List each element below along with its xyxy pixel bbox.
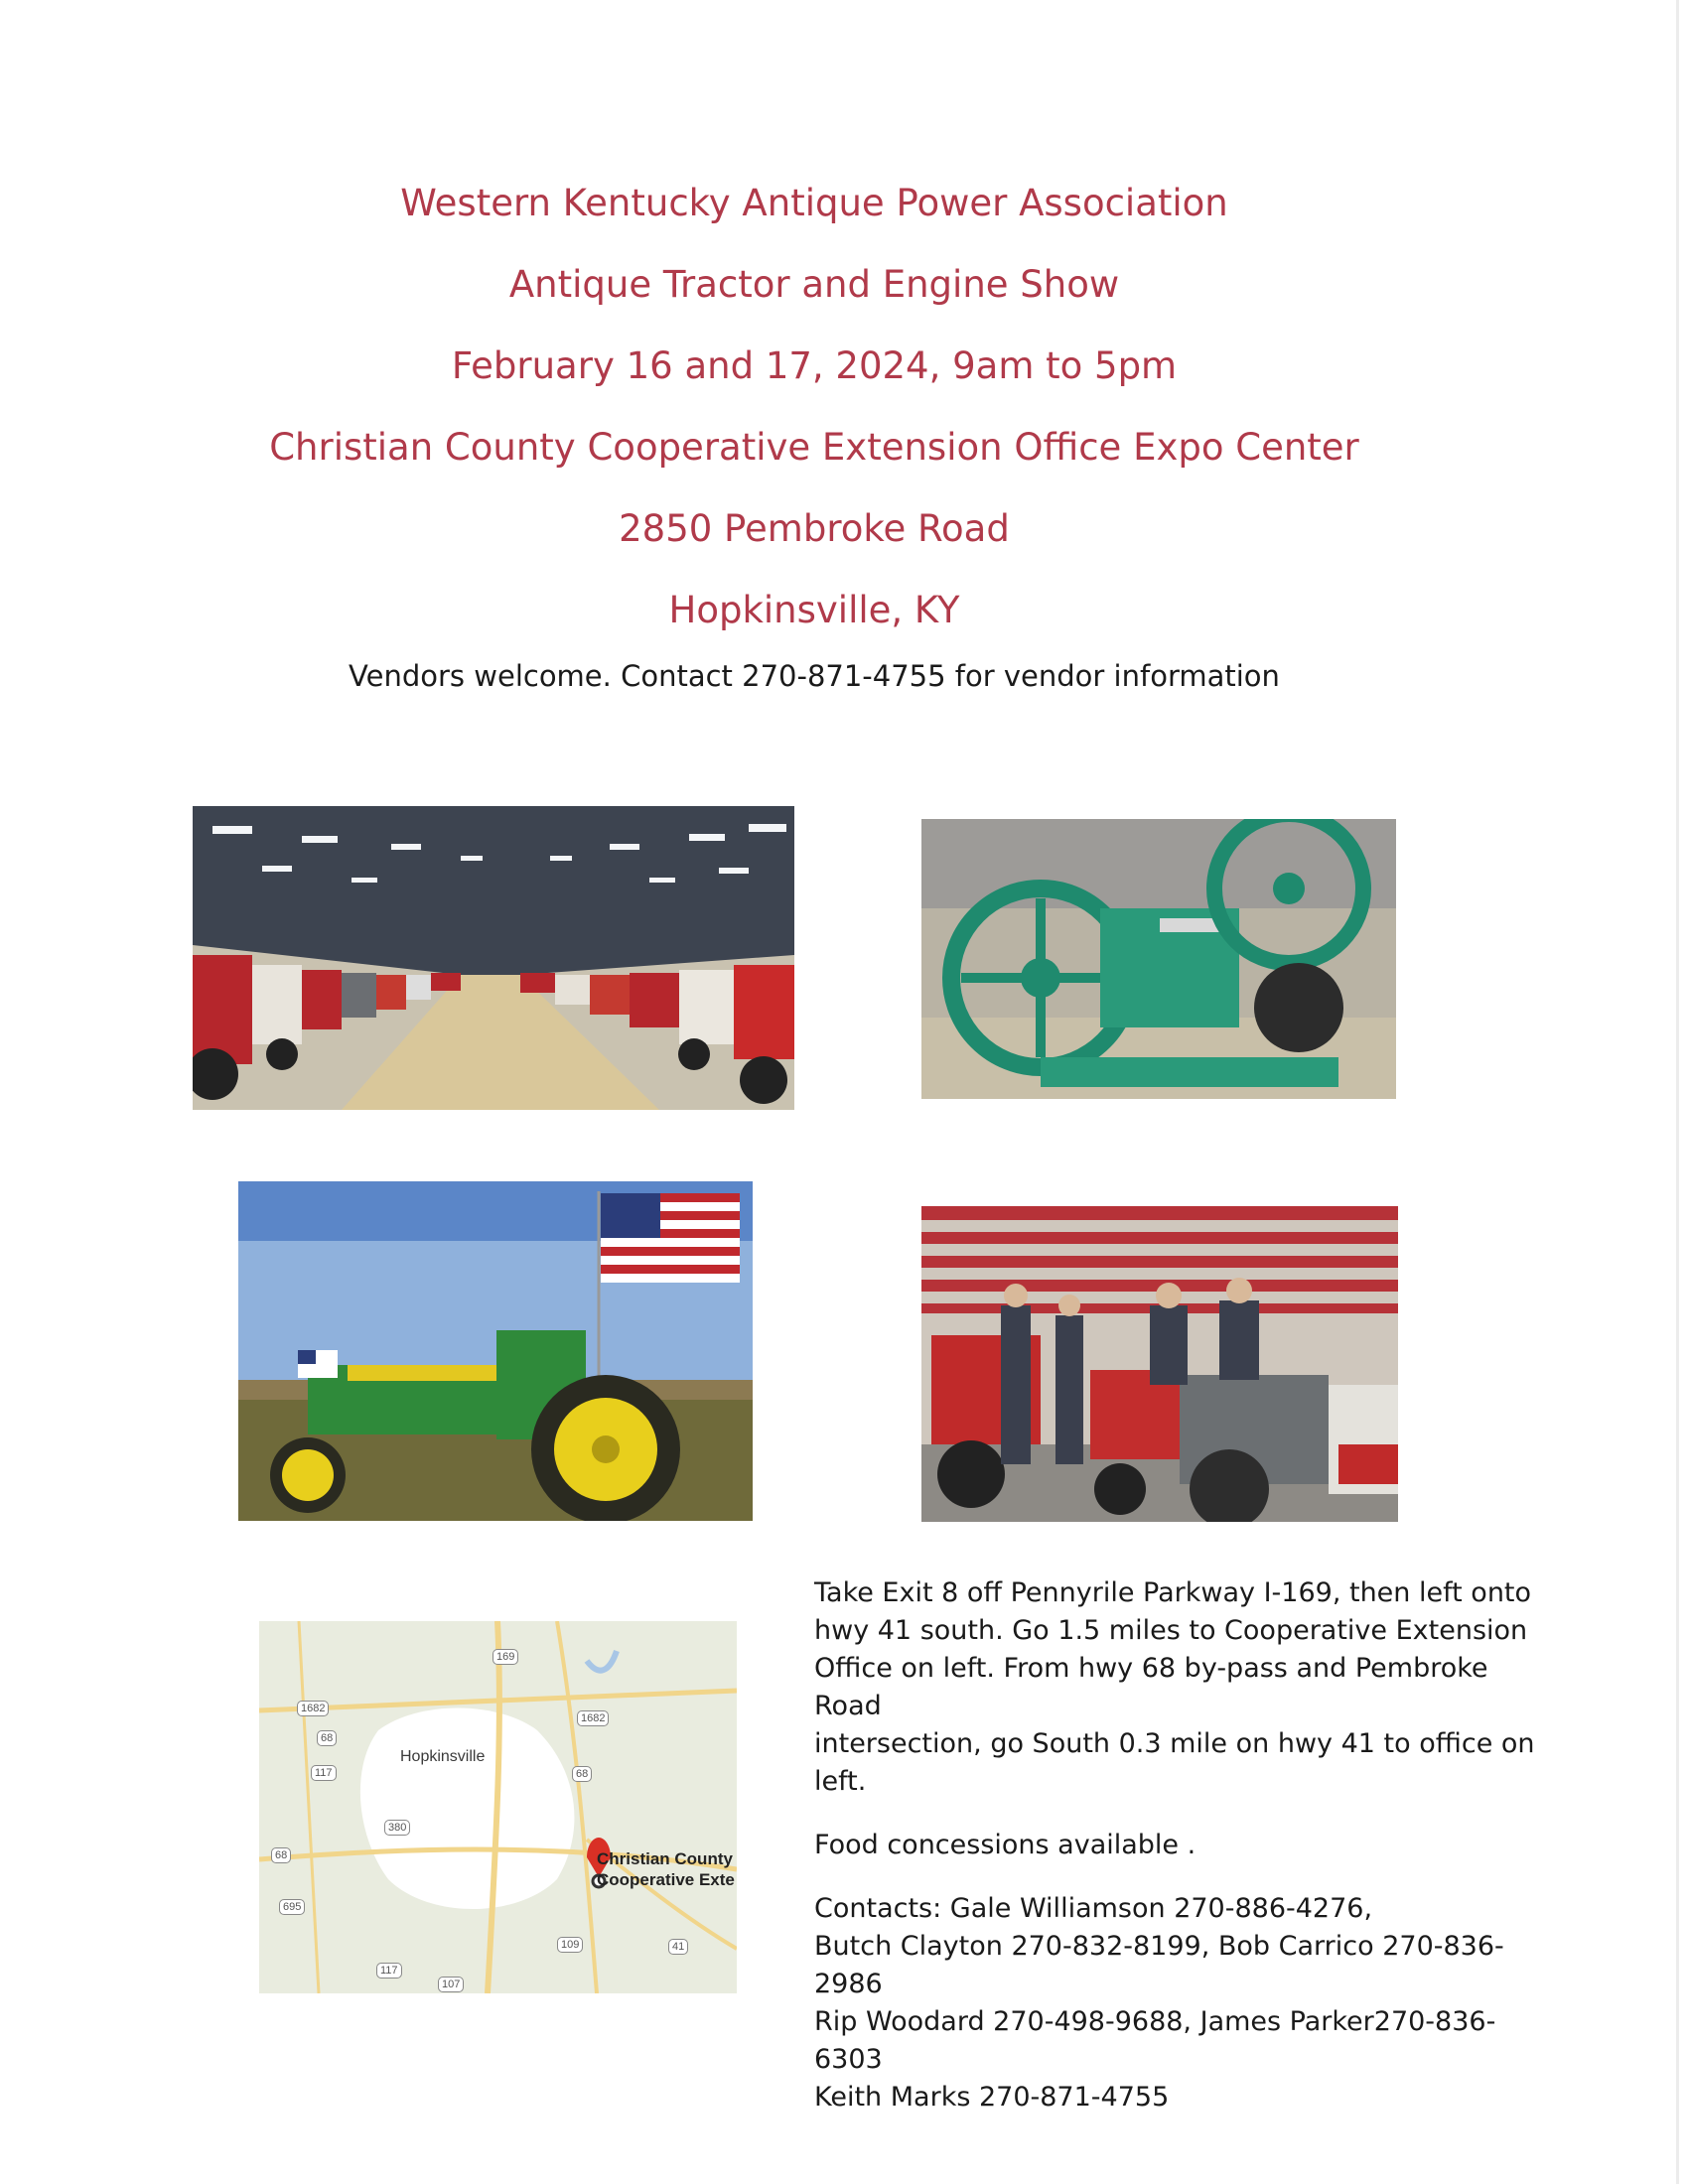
directions-line: hwy 41 south. Go 1.5 miles to Cooperative Extension xyxy=(814,1615,1528,1646)
city-state: Hopkinsville, KY xyxy=(668,589,960,631)
contacts xyxy=(814,1890,1539,2116)
photo-green-engine xyxy=(921,819,1396,1099)
event-details xyxy=(814,1574,1539,2116)
street-address: 2850 Pembroke Road xyxy=(619,507,1010,550)
contacts-line: Rip Woodard 270-498-9688, James Parker270-836-6303 xyxy=(814,2006,1496,2075)
route-shield: 1682 xyxy=(577,1710,609,1726)
food-note: Food concessions available . xyxy=(814,1830,1196,1860)
route-shield: 68 xyxy=(317,1730,337,1746)
location-map xyxy=(259,1621,737,1993)
map-town-label: Hopkinsville xyxy=(400,1748,486,1765)
route-shield: 109 xyxy=(557,1937,583,1953)
organization-name: Western Kentucky Antique Power Association xyxy=(400,182,1228,224)
contacts-line: Keith Marks 270-871-4755 xyxy=(814,2082,1170,2113)
directions-line: left. xyxy=(814,1766,867,1797)
venue-name: Christian County Cooperative Extension Office Expo Center xyxy=(269,426,1359,469)
contacts-line: Contacts: Gale Williamson 270-886-4276, xyxy=(814,1893,1373,1924)
route-shield: 107 xyxy=(438,1977,464,1992)
route-shield: 169 xyxy=(492,1649,518,1665)
directions-line: Office on left. From hwy 68 by-pass and Pembroke Road xyxy=(814,1653,1488,1721)
directions-line: Take Exit 8 off Pennyrile Parkway I-169, then left onto xyxy=(814,1577,1532,1608)
event-title: Antique Tractor and Engine Show xyxy=(508,263,1120,306)
contacts-line: Butch Clayton 270-832-8199, Bob Carrico 270-836-2986 xyxy=(814,1931,1504,1999)
photo-green-tractor xyxy=(238,1181,753,1521)
vendor-note: Vendors welcome. Contact 270-871-4755 for vendor information xyxy=(349,659,1280,693)
route-shield: 380 xyxy=(384,1820,410,1836)
page-edge xyxy=(1676,0,1679,2184)
route-shield: 1682 xyxy=(297,1701,329,1716)
event-dates: February 16 and 17, 2024, 9am to 5pm xyxy=(451,344,1178,387)
route-shield: 117 xyxy=(311,1765,337,1781)
route-shield: 695 xyxy=(279,1899,305,1915)
directions xyxy=(814,1574,1539,1801)
route-shield: 117 xyxy=(376,1963,402,1979)
flyer-heading xyxy=(0,169,1628,657)
directions-line: intersection, go South 0.3 mile on hwy 41 to office on xyxy=(814,1728,1535,1759)
photo-tractor-hall xyxy=(193,806,794,1110)
photo-tractors-crowd xyxy=(921,1206,1398,1522)
route-shield: 68 xyxy=(572,1766,592,1782)
route-shield: 68 xyxy=(271,1847,291,1863)
map-pin-label: Christian County Cooperative Exte xyxy=(597,1849,735,1889)
route-shield: 41 xyxy=(668,1939,688,1955)
